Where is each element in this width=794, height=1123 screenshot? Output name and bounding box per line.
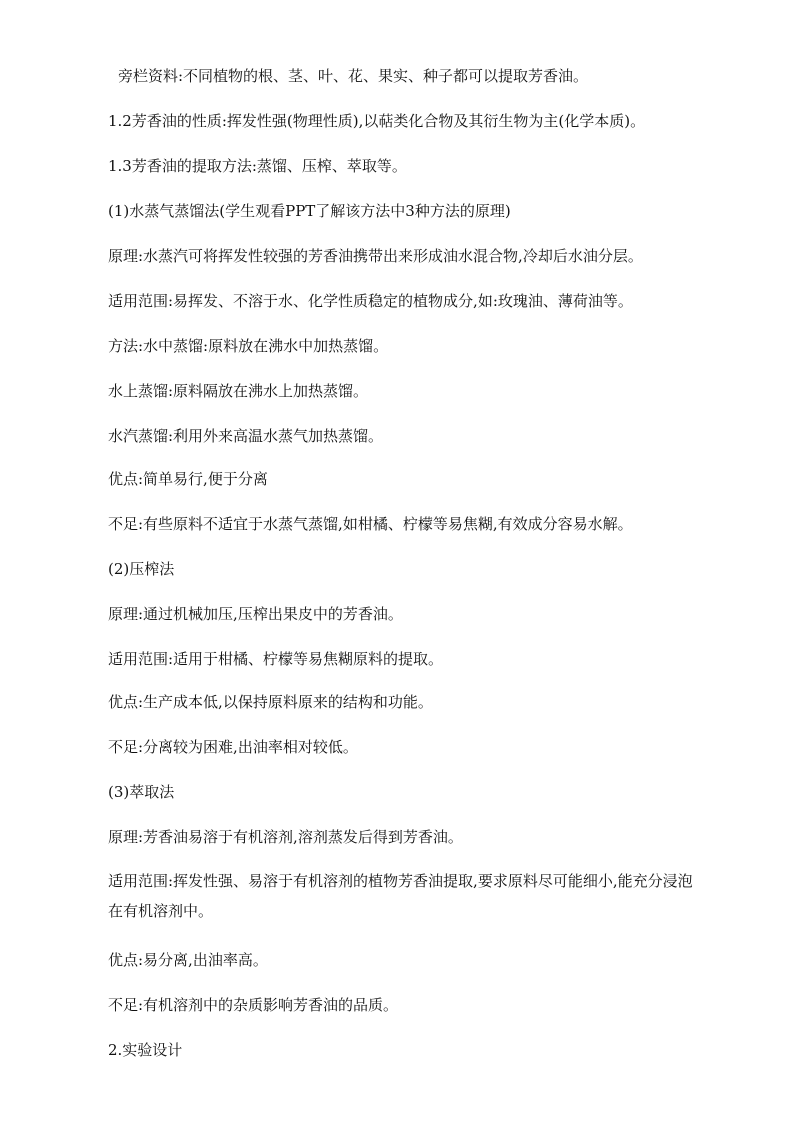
paragraph-steam-method-above: 水上蒸馏:原料隔放在沸水上加热蒸馏。 [108,382,369,400]
paragraph-extraction-scope: 适用范围:挥发性强、易溶于有机溶剂的植物芳香油提取,要求原料尽可能细小,能充分浸泡在有机溶剂中。 [108,872,693,920]
paragraph-extraction-methods: 1.3芳香油的提取方法:蒸馏、压榨、萃取等。 [108,157,407,175]
paragraph-steam-advantage: 优点:简单易行,便于分离 [108,470,268,488]
paragraph-pressing-advantage: 优点:生产成本低,以保持原料原来的结构和功能。 [108,693,433,711]
paragraph-extraction-drawback: 不足:有机溶剂中的杂质影响芳香油的品质。 [108,996,399,1014]
heading-extraction: (3)萃取法 [108,783,175,801]
paragraph-steam-drawback: 不足:有些原料不适宜于水蒸气蒸馏,如柑橘、柠檬等易焦糊,有效成分容易水解。 [108,515,633,533]
heading-steam-distillation: (1)水蒸气蒸馏法(学生观看PPT了解该方法中3种方法的原理) [108,202,511,220]
paragraph-sidebar-note: 旁栏资料:不同植物的根、茎、叶、花、果实、种子都可以提取芳香油。 [118,67,589,85]
heading-pressing: (2)压榨法 [108,560,175,578]
paragraph-extraction-advantage: 优点:易分离,出油率高。 [108,951,268,969]
paragraph-oil-properties: 1.2芳香油的性质:挥发性强(物理性质),以萜类化合物及其衍生物为主(化学本质)。 [108,112,646,130]
paragraph-steam-scope: 适用范围:易挥发、不溶于水、化学性质稳定的植物成分,如:玫瑰油、薄荷油等。 [108,292,633,310]
paragraph-steam-method-water: 方法:水中蒸馏:原料放在沸水中加热蒸馏。 [108,337,389,355]
heading-experiment-design: 2.实验设计 [108,1041,183,1059]
paragraph-pressing-drawback: 不足:分离较为困难,出油率相对较低。 [108,738,358,756]
paragraph-steam-principle: 原理:水蒸汽可将挥发性较强的芳香油携带出来形成油水混合物,冷却后水油分层。 [108,247,643,265]
paragraph-pressing-principle: 原理:通过机械加压,压榨出果皮中的芳香油。 [108,605,403,623]
paragraph-steam-method-vapor: 水汽蒸馏:利用外来高温水蒸气加热蒸馏。 [108,427,384,445]
paragraph-pressing-scope: 适用范围:适用于柑橘、柠檬等易焦糊原料的提取。 [108,650,444,668]
paragraph-extraction-principle: 原理:芳香油易溶于有机溶剂,溶剂蒸发后得到芳香油。 [108,828,463,846]
